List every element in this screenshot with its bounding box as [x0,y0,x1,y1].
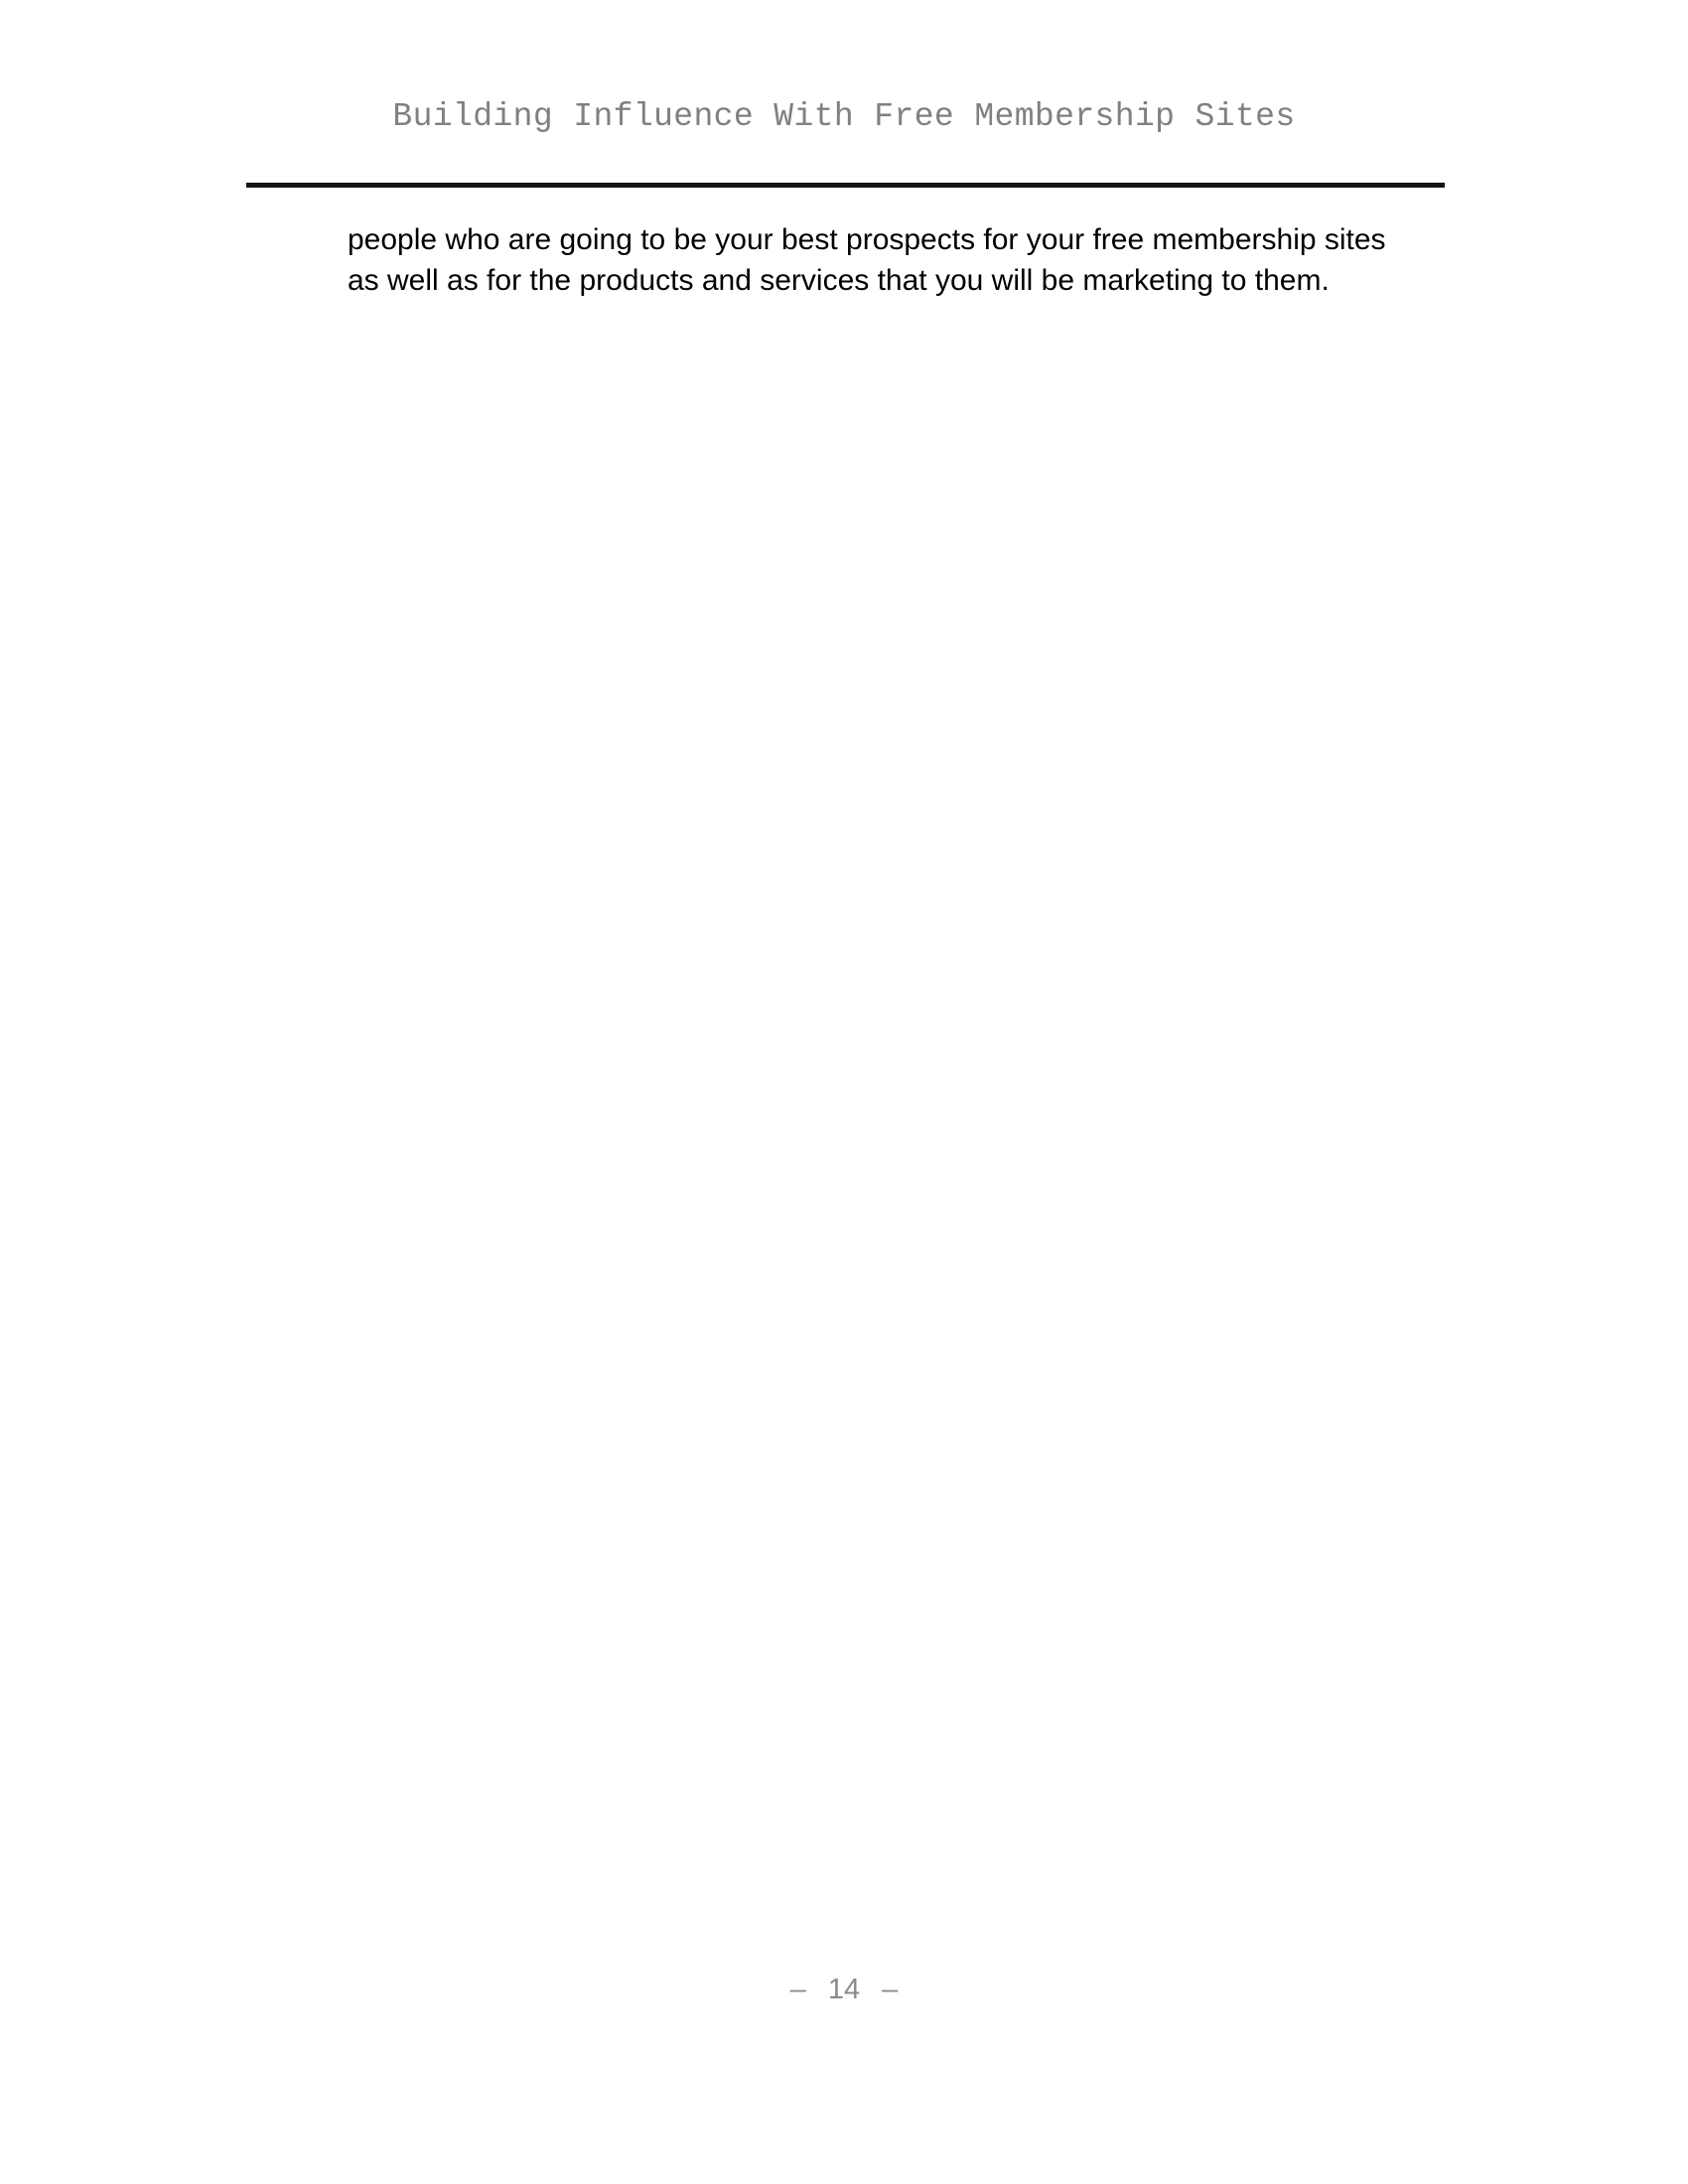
paragraph-line-2: as well as for the products and services that you will be marketing to them. [348,264,1330,297]
paragraph-line-1: people who are going to be your best prospects for your free membership sites [348,223,1386,256]
page-footer [0,1972,1688,2007]
page-number: – 14 – [789,1974,899,2005]
running-header-title: Building Influence With Free Membership Sites [392,98,1296,135]
body-paragraph [348,219,1386,301]
header-rule [246,183,1445,188]
